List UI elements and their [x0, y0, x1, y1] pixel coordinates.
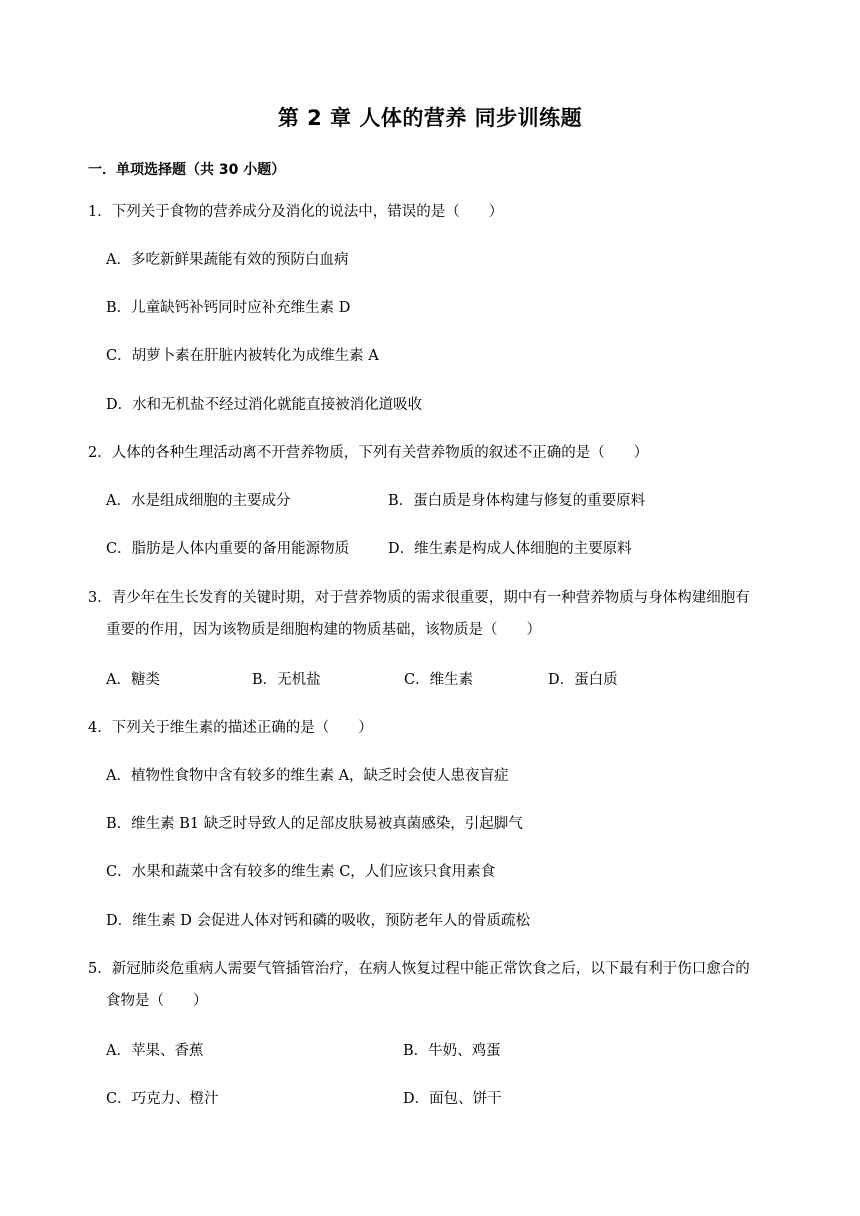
question-2-option-d: D．维生素是构成人体细胞的主要原料 — [388, 541, 632, 557]
question-4-option-d: D．维生素 D 会促进人体对钙和磷的吸收，预防老年人的骨质疏松 — [106, 913, 530, 929]
question-5-option-b: B．牛奶、鸡蛋 — [403, 1043, 501, 1059]
question-4-option-b: B．维生素 B1 缺乏时导致人的足部皮肤易被真菌感染，引起脚气 — [106, 816, 523, 832]
question-1-option-d: D．水和无机盐不经过消化就能直接被消化道吸收 — [106, 397, 423, 413]
question-2-stem: 2．人体的各种生理活动离不开营养物质，下列有关营养物质的叙述不正确的是（ ） — [88, 445, 649, 461]
question-3-option-d: D．蛋白质 — [548, 672, 618, 688]
question-2-option-c: C．脂肪是人体内重要的备用能源物质 — [106, 541, 350, 557]
question-5-option-a: A．苹果、香蕉 — [106, 1043, 204, 1059]
question-3-option-a: A．糖类 — [106, 672, 160, 688]
question-5-option-d: D．面包、饼干 — [403, 1091, 502, 1107]
question-3-stem: 3．青少年在生长发育的关键时期，对于营养物质的需求很重要，期中有一种营养物质与身体构建细胞有 — [88, 590, 750, 606]
question-4-stem: 4．下列关于维生素的描述正确的是（ ） — [88, 720, 373, 736]
question-3-option-b: B．无机盐 — [252, 672, 321, 688]
question-5-option-c: C．巧克力、橙汁 — [106, 1091, 219, 1107]
question-2-option-b: B．蛋白质是身体构建与修复的重要原料 — [388, 493, 646, 509]
question-1-option-a: A．多吃新鲜果蔬能有效的预防白血病 — [106, 252, 349, 268]
question-2-option-a: A．水是组成细胞的主要成分 — [106, 493, 291, 509]
question-5-stem-continued: 食物是（ ） — [106, 993, 208, 1009]
question-1-stem: 1．下列关于食物的营养成分及消化的说法中，错误的是（ ） — [88, 204, 504, 220]
page-title: 第 2 章 人体的营养 同步训练题 — [277, 106, 583, 130]
section-heading: 一．单项选择题（共 30 小题） — [88, 162, 286, 178]
question-1-option-b: B．儿童缺钙补钙同时应补充维生素 D — [106, 300, 351, 316]
question-4-option-c: C．水果和蔬菜中含有较多的维生素 C，人们应该只食用素食 — [106, 864, 496, 880]
question-3-stem-continued: 重要的作用，因为该物质是细胞构建的物质基础，该物质是（ ） — [106, 622, 541, 638]
question-1-option-c: C．胡萝卜素在肝脏内被转化为成维生素 A — [106, 348, 379, 364]
question-5-stem: 5．新冠肺炎危重病人需要气管插管治疗，在病人恢复过程中能正常饮食之后，以下最有利于伤口愈合的 — [88, 961, 750, 977]
question-4-option-a: A．植物性食物中含有较多的维生素 A，缺乏时会使人患夜盲症 — [106, 768, 509, 784]
question-3-option-c: C．维生素 — [404, 672, 474, 688]
